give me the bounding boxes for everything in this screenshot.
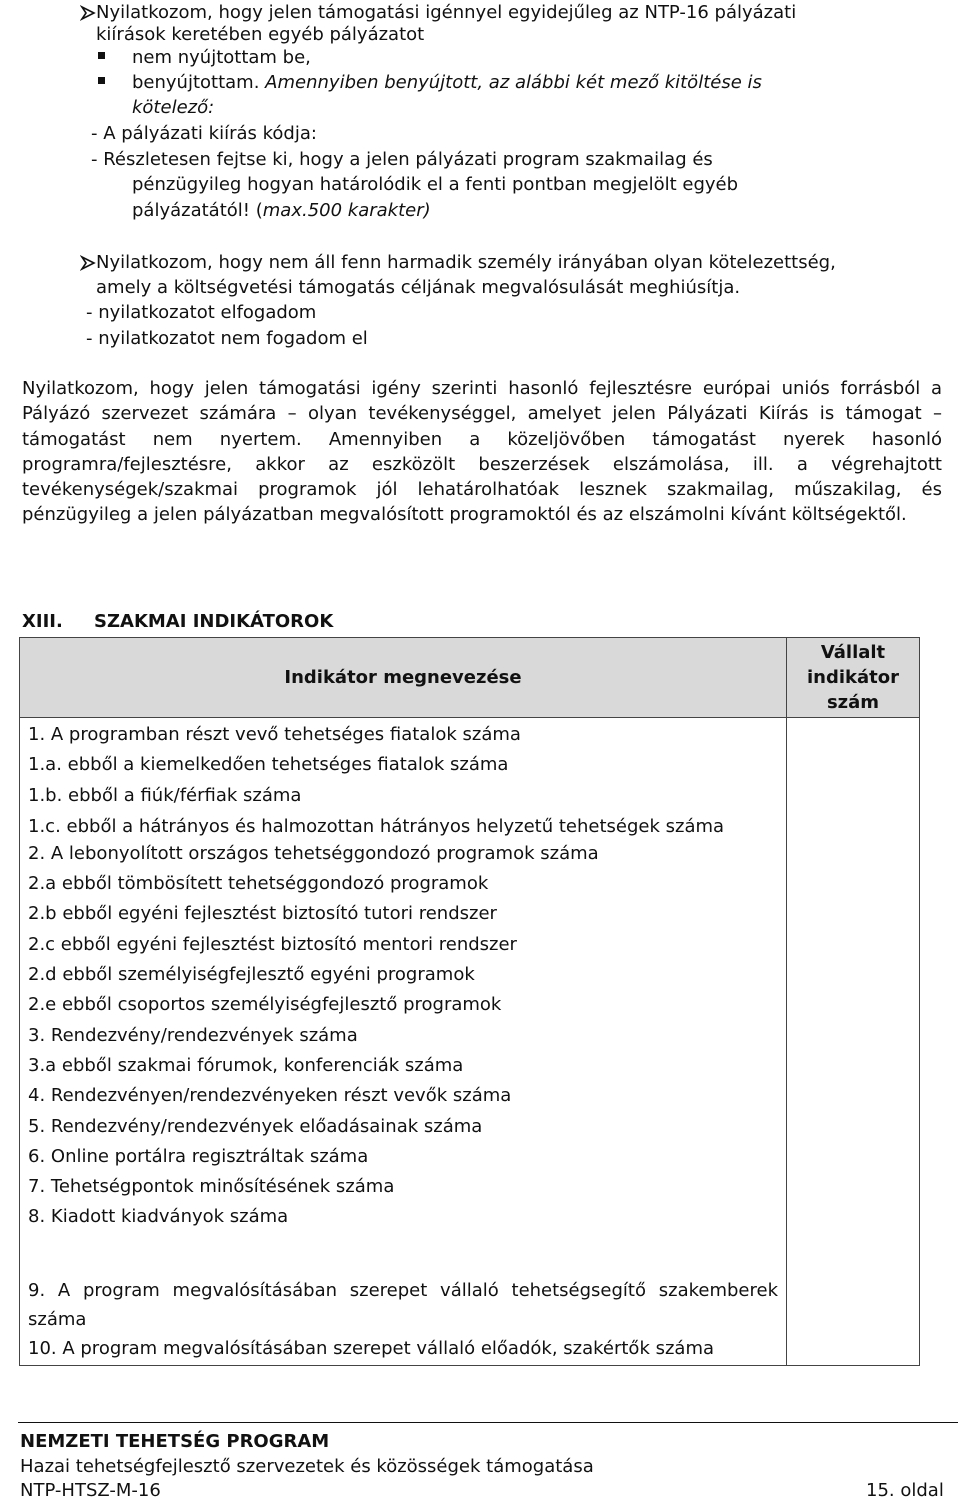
indicator-table: [19, 637, 920, 1366]
field-details-line2: pénzügyileg hogyan határolódik el a fenti pontban megjelölt egyéb: [132, 174, 739, 195]
row-10: 10. A program megvalósításában szerepet vállaló előadók, szakértők száma: [28, 1337, 715, 1359]
row-9: 9. A program megvalósításában szerepet vállaló tehetségsegítő szakemberek száma: [28, 1279, 778, 1330]
option-not-submitted: nem nyújtottam be,: [132, 47, 311, 68]
row-3: 3. Rendezvény/rendezvények száma: [28, 1024, 358, 1046]
declaration-2-line2: amely a költségvetési támogatás céljának megvalósulását meghiúsítja.: [96, 277, 741, 298]
row-1c: 1.c. ebből a hátrányos és halmozottan hátrányos helyzetű tehetségek száma: [28, 815, 725, 837]
field-call-code: - A pályázati kiírás kódja:: [91, 123, 317, 144]
square-bullet-icon: [98, 77, 105, 84]
row-7: 7. Tehetségpontok minősítésének száma: [28, 1176, 395, 1198]
row-2b: 2.b ebből egyéni fejlesztést biztosító tutori rendszer: [28, 903, 497, 925]
row-2c: 2.c ebből egyéni fejlesztést biztosító mentori rendszer: [28, 933, 517, 955]
row-4: 4. Rendezvényen/rendezvényeken részt vevők száma: [28, 1085, 512, 1107]
footer-org: NEMZETI TEHETSÉG PROGRAM: [20, 1431, 330, 1452]
column-header-name: Indikátor megnevezése: [20, 638, 787, 718]
field-details-line1: - Részletesen fejtse ki, hogy a jelen pályázati program szakmailag és: [91, 149, 713, 170]
option-decline: - nyilatkozatot nem fogadom el: [86, 328, 368, 349]
eu-funding-declaration: Nyilatkozom, hogy jelen támogatási igény szerinti hasonló fejlesztésre európai uniós forrásból a Pályázó szervezet számára – olyan tevékenységgel, amelyet jelen Pályázati Kiírás is támogat – támogatást nem nyertem. Amennyiben a közeljövőben támogatást nyerek hasonló programra/fejlesztésre, akkor az eszközölt beszerzések elszámolása, ill. a végrehajtott tevékenységek/szakmai programok jól lehatárolhatóak lesznek szakmailag, műszakilag, és pénzügyileg a jelen pályázatban megvalósított programoktól és az elszámolni kívánt költségektől.: [22, 378, 942, 526]
row-2e: 2.e ebből csoportos személyiségfejlesztő programok: [28, 994, 502, 1016]
indicator-rows: [20, 718, 787, 1366]
arrow-bullet-icon: [80, 5, 96, 21]
field-details-line3: pályázatától! (max.500 karakter): [132, 200, 431, 221]
row-2d: 2.d ebből személyiségfejlesztő egyéni programok: [28, 964, 475, 986]
declaration-2-line1: Nyilatkozom, hogy nem áll fenn harmadik személy irányában olyan kötelezettség,: [96, 252, 836, 273]
row-8: 8. Kiadott kiadványok száma: [28, 1206, 289, 1228]
declaration-1-line2: kiírások keretében egyéb pályázatot: [96, 24, 425, 45]
row-1b: 1.b. ebből a fiúk/férfiak száma: [28, 784, 302, 806]
option-accept: - nyilatkozatot elfogadom: [86, 302, 317, 323]
footer-code: NTP-HTSZ-M-16: [20, 1480, 161, 1501]
arrow-bullet-icon: [80, 255, 96, 271]
section-title: SZAKMAI INDIKÁTOROK: [94, 611, 334, 632]
row-empty: [28, 1233, 778, 1276]
row-2: 2. A lebonyolított országos tehetséggondozó programok száma: [28, 842, 599, 864]
page-number: 15. oldal: [866, 1480, 944, 1501]
row-2a: 2.a ebből tömbösített tehetséggondozó programok: [28, 873, 489, 895]
square-bullet-icon: [98, 52, 105, 59]
declaration-1-line1: Nyilatkozom, hogy jelen támogatási igénnyel egyidejűleg az NTP-16 pályázati: [96, 2, 797, 23]
column-header-value: Vállalt indikátor szám: [787, 638, 920, 718]
row-6: 6. Online portálra regisztráltak száma: [28, 1145, 369, 1167]
mandatory-note: kötelező:: [132, 97, 215, 118]
option-submitted: benyújtottam. Amennyiben benyújtott, az alábbi két mező kitöltése is: [132, 72, 762, 93]
indicator-value-cell[interactable]: [787, 718, 920, 1366]
row-1: 1. A programban részt vevő tehetséges fiatalok száma: [28, 724, 521, 745]
section-number: XIII.: [22, 611, 63, 632]
row-3a: 3.a ebből szakmai fórumok, konferenciák száma: [28, 1054, 464, 1076]
footer-divider: [18, 1422, 958, 1423]
row-5: 5. Rendezvény/rendezvények előadásainak száma: [28, 1115, 483, 1137]
footer-subtitle: Hazai tehetségfejlesztő szervezetek és közösségek támogatása: [20, 1456, 594, 1477]
row-1a: 1.a. ebből a kiemelkedően tehetséges fiatalok száma: [28, 754, 509, 776]
